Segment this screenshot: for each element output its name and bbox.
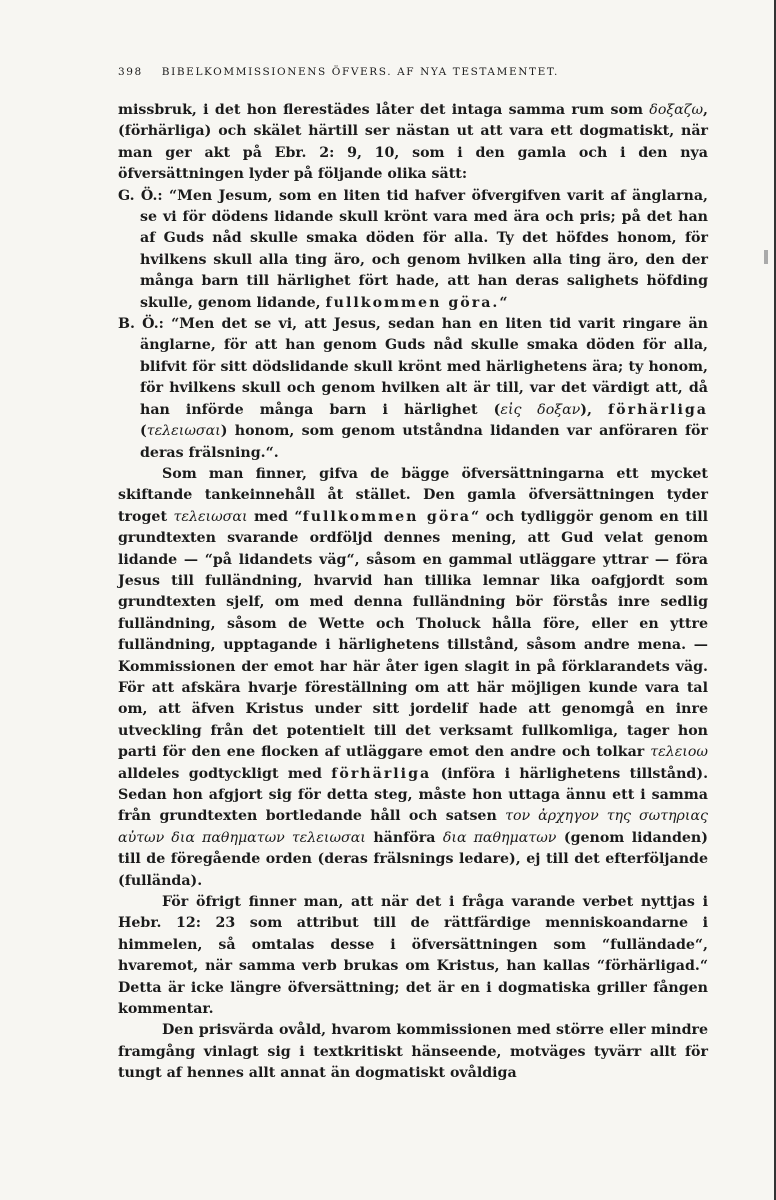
spaced-emphasis: förhärliga bbox=[331, 765, 432, 782]
text-run: (genom lidanden) till de föregående orden (deras frälsnings ledare), ej till det efterföljande (fullända). bbox=[118, 829, 708, 889]
greek-word: εἰς δοξαν bbox=[500, 401, 581, 418]
body-text bbox=[118, 100, 708, 1085]
text-run: “ bbox=[499, 294, 508, 311]
document-page bbox=[118, 60, 708, 1085]
text-run: ) honom, som genom utståndna lidanden var anföraren för deras frälsning.“. bbox=[140, 423, 708, 461]
paragraph-1 bbox=[118, 100, 708, 186]
greek-word: δοξαζω bbox=[649, 102, 704, 118]
text-run: ), bbox=[580, 401, 592, 418]
greek-word: τελειωσαι bbox=[173, 508, 248, 525]
page-number: 398 bbox=[118, 66, 143, 78]
text-run: “ och tydliggör genom en till grundtexten svarande ordföljd dennes mening, att Gud velat genom lidande — “på lidandets väg“, såsom en gammal utläggare yttrar — föra Jesus till fulländning, hvarvid han tillika lemnar lika oafgjordt som grundtexten sjelf, om med denna fulländning bör förstås inre sedlig fulländning, såsom de Wette och Tholuck hålla före, eller en yttre fulländning, upptagande i härlighetens tillstånd, såsom andre mena. — Kommissionen der emot har här åter igen slagit in på förklarandets väg. För att afskära hvarje föreställning om att här möjligen kunde vara tal om, att äfven Kristus under sitt jordelif hade att genomgå en inre utveckling från det potentielt till det verksamt fullkomliga, tager hon parti för den ene flocken af utläggare emot den andre och tolkar bbox=[118, 508, 708, 761]
paragraph-3: För öfrigt finner man, att när det i fråga varande verbet nyttjas i Hebr. 12: 23 som attribut till de rättfärdige menniskoandarne i himmelen, så omtalas desse i öfversättningen som “fulländade“, hvaremot, när samma verb brukas om Kristus, han kallas “förhärligad.“ Detta är icke längre öfversättning; det är en i dogmatiska griller fången kommentar. bbox=[118, 894, 708, 1018]
quote-old-translation bbox=[118, 186, 708, 314]
paragraph-4: Den prisvärda ovåld, hvarom kommissionen med större eller mindre framgång vinlagt sig i textkritiskt hänseende, motväges tyvärr allt för tungt af hennes allt annat än dogmatiskt ovåldiga bbox=[118, 1022, 708, 1082]
text-run: “Men det se vi, att Jesus, sedan han en liten tid varit ringare än änglarne, för att han genom Guds nåd skulle smaka döden för alla, blifvit för sitt dödslidande skull krönt med härlighetens ära; ty honom, för hvilkens skull och genom hvilken alt är till, var det värdigt att, då han införde många barn i härlighet ( bbox=[140, 316, 708, 418]
text-run: hänföra bbox=[373, 829, 436, 846]
spaced-emphasis: förhärliga bbox=[608, 401, 708, 418]
text-run: med “ bbox=[254, 508, 303, 525]
quote-label: G. Ö.: bbox=[118, 187, 163, 204]
running-title: BIBELKOMMISSIONENS ÖFVERS. AF NYA TESTAMENTET. bbox=[161, 66, 559, 78]
text-run: Som man finner, gifva de bägge öfversättningarna ett mycket skiftande tankeinnehåll åt stället. Den gamla öfversättningen tyder troget bbox=[118, 465, 708, 525]
paragraph-2 bbox=[118, 464, 708, 892]
text-run: , (förhärliga) och skälet härtill ser nästan ut att vara ett dogmatiskt, när man ger akt på Ebr. 2: 9, 10, som i den gamla och i den nya öfversättningen lyder på följande olika sätt: bbox=[118, 102, 708, 183]
spaced-emphasis: fullkommen göra bbox=[302, 508, 471, 525]
greek-word: τελειοω bbox=[650, 744, 708, 761]
margin-mark bbox=[764, 250, 768, 264]
spaced-emphasis: fullkommen göra. bbox=[325, 294, 500, 311]
text-run: ( bbox=[140, 423, 147, 440]
greek-phrase: τον ἀρχηγον της σωτηριας αὐτων δια παθηματων τελειωσαι bbox=[118, 808, 708, 846]
text-run: (införa i härlighetens tillstånd). Sedan hon afgjort sig för detta steg, måste hon uttaga ännu ett i samma från grundtexten bortledande håll och satsen bbox=[118, 765, 709, 825]
quote-new-translation bbox=[118, 314, 708, 464]
greek-phrase: δια παθηματων bbox=[442, 829, 557, 846]
greek-word: τελειωσαι bbox=[146, 423, 221, 440]
text-run: “Men Jesum, som en liten tid hafver öfvergifven varit af änglarna, se vi för dödens lidande skull krönt vara med ära och pris; på det han af Guds nåd skulle smaka döden för alla. Ty det höfdes honom, för hvilkens skull alla ting äro, och genom hvilken alla ting äro, den der många barn till härlighet fört hade, att han deras salighets höfding skulle, genom lidande, bbox=[140, 187, 708, 311]
quote-label: B. Ö.: bbox=[118, 316, 164, 333]
text-run: alldeles godtyckligt med bbox=[118, 765, 322, 782]
text-run: missbruk, i det hon flerestädes låter det intaga samma rum som bbox=[118, 102, 643, 118]
running-header bbox=[118, 60, 708, 84]
